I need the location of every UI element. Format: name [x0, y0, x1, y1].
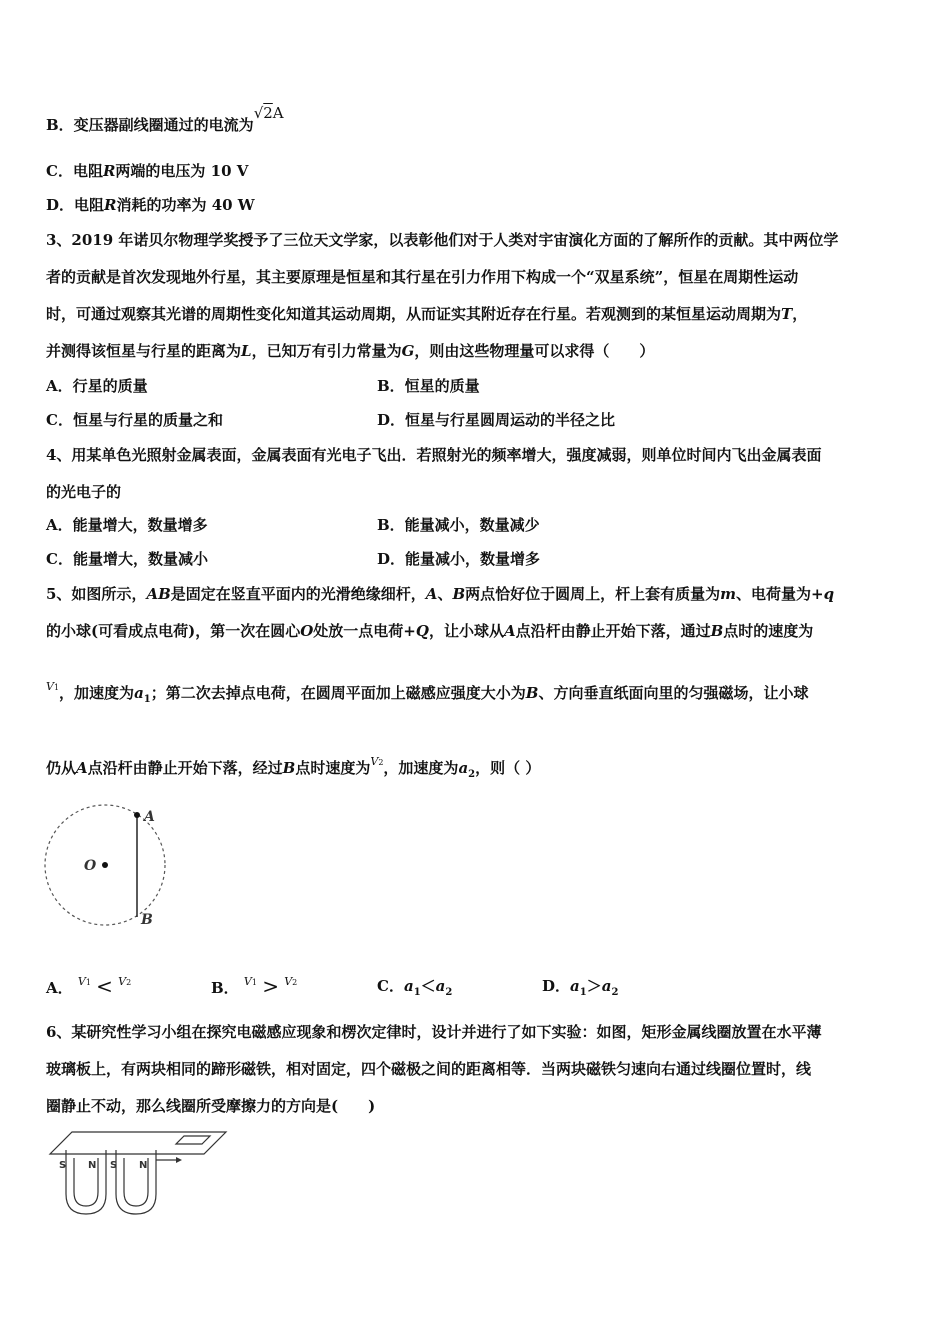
q4-option-c: C．能量增大，数量减小: [46, 550, 208, 568]
pole-2: N: [88, 1160, 97, 1171]
label-a: A: [144, 809, 155, 825]
q4-line-1: 4、用某单色光照射金属表面，金属表面有光电子飞出．若照射光的频率增大，强度减弱，则单位时间内飞出金属表面: [46, 446, 822, 464]
q4-option-d: D．能量减小，数量增多: [377, 550, 541, 568]
q5-option-d: D．$a_1>a_2$: [542, 977, 619, 998]
arrow-head-icon: [176, 1157, 182, 1163]
q3-line-2: 者的贡献是首次发现地外行星，其主要原理是恒星和其行星在引力作用下构成一个“双星系统”，恒星在周期性运动: [46, 268, 799, 286]
center-point: [102, 862, 108, 868]
q6-line-2: 玻璃板上，有两块相同的蹄形磁铁，相对固定，四个磁极之间的距离相等．当两块磁铁匀速向右通过线圈位置时，线: [46, 1060, 812, 1078]
q5-line-3: $^{V1}$，加速度为$a_1$；第二次去掉点电荷，在圆周平面加上磁感应强度大小为B、方向垂直纸面向里的匀强磁场，让小球: [46, 680, 809, 705]
q5-line-1: 5、如图所示，AB是固定在竖直平面内的光滑绝缘细杆，A、B两点恰好位于圆周上，杆上套有质量为m、电荷量为+q: [46, 585, 835, 603]
q5-line-2: 的小球(可看成点电荷)，第一次在圆心O处放一点电荷+Q，让小球从A点沿杆由静止开始下落，通过B点时的速度为: [46, 622, 814, 640]
q6-line-3: 圈静止不动，那么线圈所受摩擦力的方向是( ): [46, 1097, 376, 1115]
label-b: B: [141, 912, 153, 928]
coil-icon: [176, 1136, 210, 1144]
q3-option-a: A．行星的质量: [46, 377, 148, 395]
label-o: O: [84, 858, 97, 874]
q5-line-4: 仍从A点沿杆由静止开始下落，经过B点时速度为$^{V2}$，加速度为$a_2$，则（ ）: [46, 755, 541, 780]
q5-option-c: C．$a_1<a_2$: [377, 977, 453, 998]
q3-option-b: B．恒星的质量: [377, 377, 480, 395]
magnet-2-outer: [116, 1150, 156, 1214]
q3-option-c: C．恒星与行星的质量之和: [46, 411, 223, 429]
q3-line-4: 并测得该恒星与行星的距离为L，已知万有引力常量为G，则由这些物理量可以求得（ ）: [46, 342, 655, 360]
q6-line-1: 6、某研究性学习小组在探究电磁感应现象和楞次定律时，设计并进行了如下实验：如图，矩形金属线圈放置在水平薄: [46, 1023, 822, 1041]
q3-option-d: D．恒星与行星圆周运动的半径之比: [377, 411, 616, 429]
q6-magnet-figure: [44, 1128, 234, 1220]
q5-option-b: B． $^{V1}$ > $^{V2}$: [211, 974, 298, 998]
q4-line-2: 的光电子的: [46, 483, 122, 501]
q4-option-b: B．能量减小，数量减少: [377, 516, 540, 534]
q2-option-d: D．电阻R消耗的功率为 40 W: [46, 196, 255, 214]
q5-option-a: A． $^{V1}$ < $^{V2}$: [46, 974, 132, 998]
pole-4: N: [139, 1160, 148, 1171]
ball-at-a: [134, 812, 140, 818]
magnet-1-outer: [66, 1150, 106, 1214]
q2-option-c: C．电阻R两端的电压为 10 V: [46, 162, 249, 180]
pole-1: S: [59, 1160, 67, 1171]
q5-circle-figure: [40, 800, 180, 935]
q3-line-3: 时，可通过观察其光谱的周期性变化知道其运动周期，从而证实其附近存在行星。若观测到的某恒星运动周期为T，: [46, 305, 808, 323]
pole-3: S: [110, 1160, 118, 1171]
q2-option-b: B．变压器副线圈通过的电流为√2A: [46, 104, 284, 134]
glass-plate: [50, 1132, 226, 1154]
q3-line-1: 3、2019 年诺贝尔物理学奖授予了三位天文学家，以表彰他们对于人类对宇宙演化方面的了解所作的贡献。其中两位学: [46, 231, 839, 249]
q4-option-a: A．能量增大，数量增多: [46, 516, 208, 534]
